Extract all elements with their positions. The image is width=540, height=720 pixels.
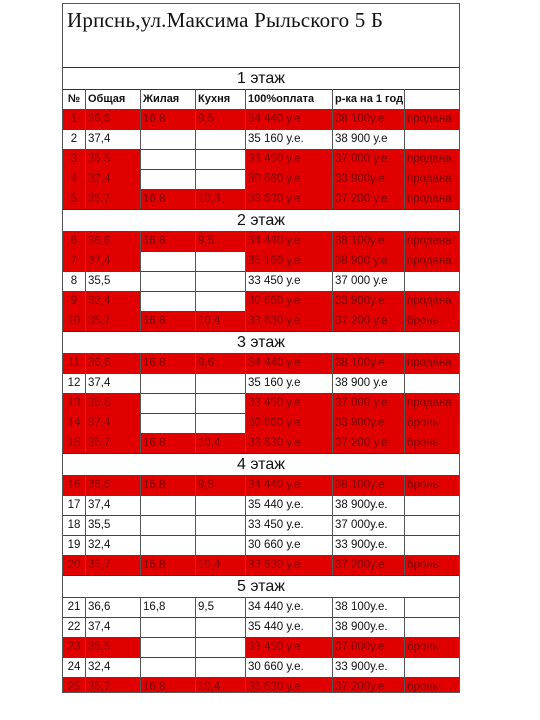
- cell-installment: 37 000 у.е: [335, 275, 388, 287]
- grid-line: [245, 353, 246, 453]
- cell-installment: 37 200 у.е: [332, 190, 404, 209]
- cell-kitchen-area: [195, 272, 245, 291]
- cell-status: продана: [404, 150, 459, 169]
- grid-line: [404, 353, 405, 453]
- column-header: Кухня: [198, 93, 231, 105]
- table-row: [63, 677, 459, 693]
- cell-kitchen-area: [195, 130, 245, 149]
- cell-kitchen-area: 9,6: [195, 354, 245, 373]
- table-row: [63, 169, 459, 189]
- cell-living-area: [140, 170, 195, 189]
- cell-kitchen-area: [195, 414, 245, 433]
- cell-number: 5: [63, 190, 85, 209]
- table-row: [63, 515, 459, 535]
- cell-status: бронь: [404, 434, 459, 453]
- cell-kitchen-area: 9,5: [198, 601, 214, 613]
- cell-total-area: 35,5: [88, 275, 111, 287]
- grid-line: [140, 353, 141, 453]
- cell-kitchen-area: [195, 170, 245, 189]
- cell-kitchen-area: 10,4: [195, 556, 245, 575]
- table-row: [63, 535, 459, 555]
- cell-full-payment: 33 450 у.е: [245, 150, 332, 169]
- cell-living-area: [140, 618, 195, 637]
- cell-living-area: 16,8: [140, 476, 195, 495]
- cell-living-area: [140, 374, 195, 393]
- cell-full-payment: 30 660 у.е.: [248, 661, 304, 673]
- table-row: [63, 311, 459, 331]
- cell-living-area: 16,8: [140, 110, 195, 129]
- cell-kitchen-area: [195, 252, 245, 271]
- cell-kitchen-area: 10,4: [195, 434, 245, 453]
- cell-kitchen-area: [195, 496, 245, 515]
- grid-line: [195, 597, 196, 693]
- cell-kitchen-area: 10,4: [195, 678, 245, 693]
- cell-number: 13: [63, 394, 85, 413]
- cell-full-payment: 33 630 у.е: [245, 556, 332, 575]
- cell-kitchen-area: 9,5: [195, 476, 245, 495]
- table-row: [63, 433, 459, 453]
- cell-number: 8: [70, 275, 78, 287]
- column-header: Жилая: [143, 93, 180, 105]
- cell-kitchen-area: [195, 374, 245, 393]
- cell-total-area: 35,7: [85, 556, 140, 575]
- cell-living-area: 16,8: [140, 434, 195, 453]
- grid-line: [332, 231, 333, 331]
- cell-full-payment: 30 660 у.е: [245, 414, 332, 433]
- cell-full-payment: 33 450 у.е: [245, 638, 332, 657]
- cell-total-area: 37,4: [88, 621, 111, 633]
- cell-kitchen-area: [195, 292, 245, 311]
- table-row: [63, 353, 459, 373]
- cell-full-payment: 34 440 у.е: [245, 354, 332, 373]
- table-row: [63, 555, 459, 575]
- table-row: [63, 251, 459, 271]
- grid-line: [85, 89, 86, 209]
- table-row: [63, 231, 459, 251]
- table-row: [63, 495, 459, 515]
- cell-full-payment: 30 660 у.е: [248, 539, 301, 551]
- cell-total-area: 36,6: [85, 476, 140, 495]
- cell-full-payment: 33 450 у.е: [248, 275, 301, 287]
- cell-living-area: [140, 272, 195, 291]
- cell-full-payment: 30 660 у.е: [245, 170, 332, 189]
- cell-kitchen-area: [195, 394, 245, 413]
- cell-living-area: [140, 252, 195, 271]
- cell-installment: 37 000 у.е: [332, 150, 404, 169]
- cell-total-area: 37,4: [88, 499, 111, 511]
- grid-line: [195, 89, 196, 209]
- cell-living-area: [140, 414, 195, 433]
- cell-status: продана: [404, 110, 459, 129]
- cell-total-area: 32,4: [85, 170, 140, 189]
- cell-living-area: [140, 516, 195, 535]
- cell-kitchen-area: 10,4: [195, 312, 245, 331]
- cell-number: 18: [67, 519, 81, 531]
- floor-heading: 3 этаж: [63, 331, 459, 353]
- cell-installment: 38 100у.е: [332, 232, 404, 251]
- cell-living-area: [140, 150, 195, 169]
- column-header: Общая: [88, 93, 126, 105]
- cell-installment: 38 100у.е: [332, 476, 404, 495]
- cell-total-area: 37,4: [85, 252, 140, 271]
- cell-living-area: 16,8: [140, 232, 195, 251]
- cell-status: бронь: [404, 312, 459, 331]
- table-row: [63, 657, 459, 677]
- cell-living-area: 16,8: [140, 190, 195, 209]
- cell-installment: 33 900у.е: [332, 414, 404, 433]
- cell-number: 20: [63, 556, 85, 575]
- floor-heading: 1 этаж: [63, 67, 459, 89]
- cell-status: бронь: [404, 414, 459, 433]
- cell-full-payment: 34 440 у.е: [245, 110, 332, 129]
- grid-line: [195, 231, 196, 331]
- cell-installment: 33 900у.е: [332, 292, 404, 311]
- cell-installment: 33 900у.е.: [335, 539, 388, 551]
- table-row: [63, 475, 459, 495]
- cell-number: 11: [63, 354, 85, 373]
- cell-kitchen-area: [195, 150, 245, 169]
- cell-status: [404, 272, 459, 291]
- cell-installment: 33 900у.е: [332, 170, 404, 189]
- cell-installment: 38 900у.е.: [335, 499, 388, 511]
- cell-full-payment: 34 440 у.е.: [248, 601, 304, 613]
- cell-installment: 38 900 у.е: [332, 252, 404, 271]
- floor-heading: 5 этаж: [63, 575, 459, 597]
- cell-living-area: [140, 658, 195, 677]
- cell-total-area: 37,4: [85, 414, 140, 433]
- cell-status: [404, 130, 459, 149]
- cell-status: [404, 618, 459, 637]
- cell-installment: 37 000у.е: [332, 638, 404, 657]
- cell-kitchen-area: 10,3: [195, 190, 245, 209]
- cell-full-payment: 35 160 у.е: [248, 377, 301, 389]
- column-header: №: [67, 93, 81, 105]
- table-row: [63, 291, 459, 311]
- cell-kitchen-area: [195, 536, 245, 555]
- grid-line: [195, 353, 196, 453]
- cell-kitchen-area: [195, 618, 245, 637]
- cell-full-payment: 34 440 у.е: [245, 232, 332, 251]
- grid-line: [332, 597, 333, 693]
- cell-kitchen-area: [195, 516, 245, 535]
- cell-status: бронь: [404, 556, 459, 575]
- cell-number: 10: [63, 312, 85, 331]
- grid-line: [140, 597, 141, 693]
- cell-number: 22: [67, 621, 81, 633]
- cell-living-area: 16,8: [143, 601, 166, 613]
- floor-heading: 2 этаж: [63, 209, 459, 231]
- cell-total-area: 35,7: [85, 434, 140, 453]
- cell-status: продана: [404, 354, 459, 373]
- table-row: [63, 413, 459, 433]
- grid-line: [332, 353, 333, 453]
- cell-status: [404, 536, 459, 555]
- table-row: [63, 271, 459, 291]
- cell-full-payment: 30 660 у.е: [245, 292, 332, 311]
- cell-number: 4: [63, 170, 85, 189]
- cell-status: [404, 598, 459, 617]
- cell-full-payment: 33 630 у.е: [245, 190, 332, 209]
- cell-full-payment: 33 450 у.е.: [248, 519, 304, 531]
- cell-living-area: [140, 536, 195, 555]
- cell-status: продана: [404, 170, 459, 189]
- cell-living-area: 16,8: [140, 312, 195, 331]
- grid-line: [245, 597, 246, 693]
- table-row: [63, 597, 459, 617]
- price-sheet: [62, 3, 460, 693]
- table-row: [63, 373, 459, 393]
- grid-line: [245, 89, 246, 209]
- cell-full-payment: 34 440 у.е: [245, 476, 332, 495]
- table-row: [63, 129, 459, 149]
- cell-status: продана: [404, 232, 459, 251]
- cell-number: 17: [67, 499, 81, 511]
- table-header-row: [63, 89, 459, 109]
- cell-living-area: [140, 496, 195, 515]
- cell-number: 25: [63, 678, 85, 693]
- cell-total-area: 36,6: [85, 232, 140, 251]
- cell-installment: 37 200у.е: [332, 678, 404, 693]
- grid-line: [404, 89, 405, 209]
- cell-kitchen-area: 9,5: [195, 232, 245, 251]
- cell-status: бронь: [404, 678, 459, 693]
- cell-total-area: 35,5: [85, 638, 140, 657]
- table-row: [63, 637, 459, 657]
- cell-number: 9: [63, 292, 85, 311]
- cell-installment: 37 000у.е.: [335, 519, 388, 531]
- grid-line: [332, 89, 333, 209]
- cell-number: 23: [63, 638, 85, 657]
- grid-line: [140, 475, 141, 575]
- table-row: [63, 393, 459, 413]
- cell-living-area: 16,8: [140, 556, 195, 575]
- cell-total-area: 36,6: [85, 110, 140, 129]
- grid-line: [140, 231, 141, 331]
- cell-number: 3: [63, 150, 85, 169]
- cell-total-area: 37,4: [88, 377, 111, 389]
- cell-status: бронь: [404, 638, 459, 657]
- cell-installment: 37 000 у.е: [332, 394, 404, 413]
- cell-installment: 33 900у.е.: [335, 661, 388, 673]
- cell-status: продана: [404, 394, 459, 413]
- cell-status: [404, 658, 459, 677]
- cell-full-payment: 33 630 у.е: [245, 434, 332, 453]
- cell-kitchen-area: [195, 638, 245, 657]
- table-row: [63, 617, 459, 637]
- cell-living-area: 16,8: [140, 354, 195, 373]
- grid-line: [404, 231, 405, 331]
- cell-number: 12: [67, 377, 81, 389]
- cell-total-area: 35,7: [85, 312, 140, 331]
- cell-total-area: 35,7: [85, 678, 140, 693]
- cell-status: бронь: [404, 476, 459, 495]
- cell-installment: 37 200у.е: [332, 556, 404, 575]
- cell-total-area: 32,4: [88, 539, 111, 551]
- cell-total-area: 32,4: [88, 661, 111, 673]
- cell-full-payment: 35 440 у.е.: [248, 499, 304, 511]
- table-row: [63, 149, 459, 169]
- cell-number: 6: [63, 232, 85, 251]
- grid-line: [404, 597, 405, 693]
- cell-number: 16: [63, 476, 85, 495]
- cell-installment: 38 100у.е: [332, 354, 404, 373]
- cell-full-payment: 35 440 у.е.: [248, 621, 304, 633]
- cell-total-area: 36,6: [88, 601, 111, 613]
- table-row: [63, 109, 459, 129]
- cell-full-payment: 33 450 у.е: [245, 394, 332, 413]
- table-row: [63, 189, 459, 209]
- cell-total-area: 35,5: [88, 519, 111, 531]
- cell-kitchen-area: [195, 658, 245, 677]
- cell-status: [404, 496, 459, 515]
- cell-number: 7: [63, 252, 85, 271]
- cell-status: продана: [404, 292, 459, 311]
- grid-line: [404, 475, 405, 575]
- grid-line: [85, 353, 86, 453]
- cell-installment: 37 200 у.е: [332, 312, 404, 331]
- cell-full-payment: 33 630 у.е: [245, 312, 332, 331]
- grid-line: [245, 475, 246, 575]
- cell-kitchen-area: 9,5: [195, 110, 245, 129]
- cell-installment: 38 900у.е.: [335, 621, 388, 633]
- grid-line: [85, 597, 86, 693]
- cell-status: [404, 516, 459, 535]
- cell-total-area: 37,4: [88, 133, 111, 145]
- cell-status: продана: [404, 190, 459, 209]
- cell-total-area: 35,5: [85, 394, 140, 413]
- cell-living-area: [140, 394, 195, 413]
- grid-line: [245, 231, 246, 331]
- cell-number: 24: [67, 661, 81, 673]
- cell-living-area: 16,8: [140, 678, 195, 693]
- cell-full-payment: 33 630 у.е: [245, 678, 332, 693]
- cell-number: 2: [70, 133, 78, 145]
- cell-installment: 38 100у.е: [332, 110, 404, 129]
- cell-total-area: 35,7: [85, 190, 140, 209]
- cell-installment: 38 900 у.е: [335, 377, 388, 389]
- cell-status: продана: [404, 252, 459, 271]
- grid-line: [140, 89, 141, 209]
- grid-line: [195, 475, 196, 575]
- cell-number: 19: [67, 539, 81, 551]
- cell-total-area: 35,5: [85, 150, 140, 169]
- cell-full-payment: 35 160 у.е: [245, 252, 332, 271]
- cell-total-area: 36,6: [85, 354, 140, 373]
- cell-living-area: [140, 130, 195, 149]
- cell-installment: 38 100у.е.: [335, 601, 388, 613]
- cell-status: [404, 374, 459, 393]
- cell-number: 15: [63, 434, 85, 453]
- column-header: р-ка на 1 год: [335, 93, 404, 105]
- cell-number: 1: [63, 110, 85, 129]
- cell-installment: 38 900 у.е: [335, 133, 388, 145]
- grid-line: [85, 475, 86, 575]
- cell-installment: 37 200 у.е: [332, 434, 404, 453]
- cell-number: 14: [63, 414, 85, 433]
- column-header: 100%оплата: [248, 93, 315, 105]
- cell-living-area: [140, 292, 195, 311]
- cell-full-payment: 35 160 у.е.: [248, 133, 304, 145]
- cell-total-area: 32,4: [85, 292, 140, 311]
- page-title: Ирпснь,ул.Максима Рыльского 5 Б: [67, 8, 384, 32]
- cell-number: 21: [67, 601, 81, 613]
- grid-line: [85, 231, 86, 331]
- grid-line: [332, 475, 333, 575]
- cell-living-area: [140, 638, 195, 657]
- floor-heading: 4 этаж: [63, 453, 459, 475]
